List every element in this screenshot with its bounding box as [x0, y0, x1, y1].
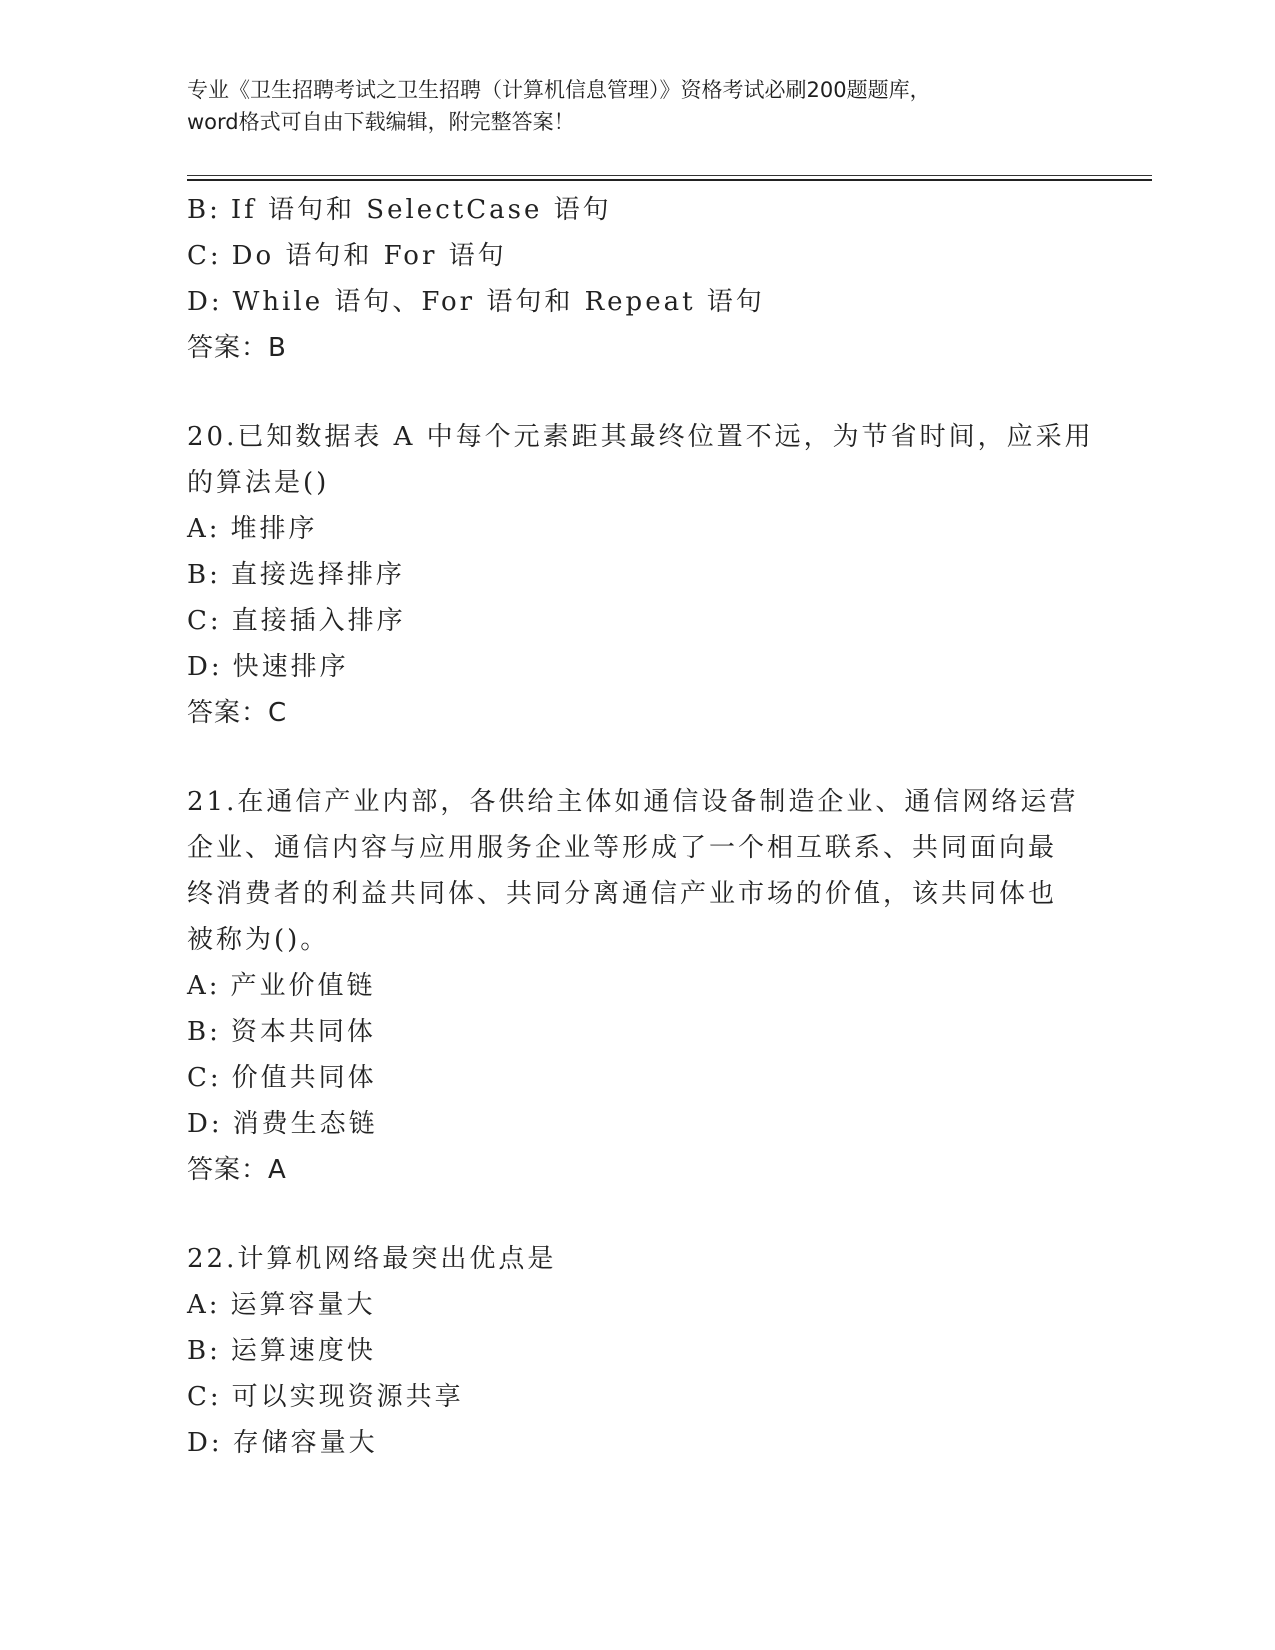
option-c — [187, 598, 1087, 644]
option-text: 运算速度快 — [230, 1336, 376, 1366]
question-stem-line: 22.计算机网络最突出优点是 — [187, 1244, 557, 1274]
question-spacer — [187, 371, 1087, 414]
option-text: While 语句、For 语句和 Repeat 语句 — [232, 287, 765, 317]
header-line-2: word格式可自由下载编辑，附完整答案！ — [187, 110, 575, 134]
option-text: 快速排序 — [232, 652, 349, 682]
question-spacer — [187, 1193, 1087, 1236]
option-b — [187, 187, 1087, 233]
option-d — [187, 644, 1087, 690]
question-stem-line: 20.已知数据表 A 中每个元素距其最终位置不远，为节省时间，应采用 — [187, 422, 1094, 452]
option-d — [187, 279, 1087, 325]
question-stem-line: 的算法是() — [187, 468, 330, 498]
option-c — [187, 1374, 1087, 1420]
option-text: 直接插入排序 — [231, 606, 406, 636]
option-label: D: — [187, 287, 223, 317]
question-22 — [187, 1236, 1087, 1466]
option-b — [187, 1009, 1087, 1055]
question-stem-line: 被称为()。 — [187, 925, 330, 955]
option-text: 堆排序 — [230, 514, 318, 544]
option-a — [187, 1282, 1087, 1328]
option-d — [187, 1420, 1087, 1466]
option-d — [187, 1101, 1087, 1147]
option-text: Do 语句和 For 语句 — [231, 241, 507, 271]
question-stem-line: 企业、通信内容与应用服务企业等形成了一个相互联系、共同面向最 — [187, 833, 1058, 863]
question-stem-line: 终消费者的利益共同体、共同分离通信产业市场的价值，该共同体也 — [187, 879, 1058, 909]
option-label: D: — [187, 1109, 223, 1139]
option-b — [187, 552, 1087, 598]
option-label: D: — [187, 652, 223, 682]
option-text: 运算容量大 — [230, 1290, 376, 1320]
option-text: If 语句和 SelectCase 语句 — [230, 195, 612, 225]
option-text: 价值共同体 — [231, 1063, 377, 1093]
option-label: A: — [187, 514, 221, 544]
document-header — [187, 74, 1087, 138]
questions-content — [187, 187, 1094, 1466]
question-stem-line: 21.在通信产业内部，各供给主体如通信设备制造企业、通信网络运营 — [187, 787, 1079, 817]
option-label: A: — [187, 1290, 221, 1320]
option-c — [187, 1055, 1087, 1101]
option-label: C: — [187, 1382, 222, 1412]
option-text: 存储容量大 — [232, 1428, 378, 1458]
option-a — [187, 506, 1087, 552]
answer-text: 答案：C — [187, 698, 288, 728]
header-rule-thin — [187, 175, 1152, 176]
option-text: 可以实现资源共享 — [231, 1382, 464, 1412]
answer-text: 答案：B — [187, 333, 287, 363]
question-19-tail — [187, 187, 1087, 371]
option-text: 产业价值链 — [230, 971, 376, 1001]
header-rule-thick — [187, 179, 1152, 181]
option-c — [187, 233, 1087, 279]
option-label: C: — [187, 1063, 222, 1093]
question-spacer — [187, 736, 1087, 779]
option-b — [187, 1328, 1087, 1374]
option-label: B: — [187, 1336, 221, 1366]
option-text: 资本共同体 — [230, 1017, 376, 1047]
option-label: B: — [187, 195, 221, 225]
question-20 — [187, 414, 1094, 736]
option-label: B: — [187, 560, 221, 590]
answer-text: 答案：A — [187, 1155, 287, 1185]
header-line-1: 专业《卫生招聘考试之卫生招聘（计算机信息管理）》资格考试必刷200题题库， — [187, 78, 931, 102]
option-text: 消费生态链 — [232, 1109, 378, 1139]
option-label: A: — [187, 971, 221, 1001]
option-label: D: — [187, 1428, 223, 1458]
question-21 — [187, 779, 1087, 1193]
option-a — [187, 963, 1087, 1009]
option-label: B: — [187, 1017, 221, 1047]
option-label: C: — [187, 241, 222, 271]
option-text: 直接选择排序 — [230, 560, 405, 590]
option-label: C: — [187, 606, 222, 636]
